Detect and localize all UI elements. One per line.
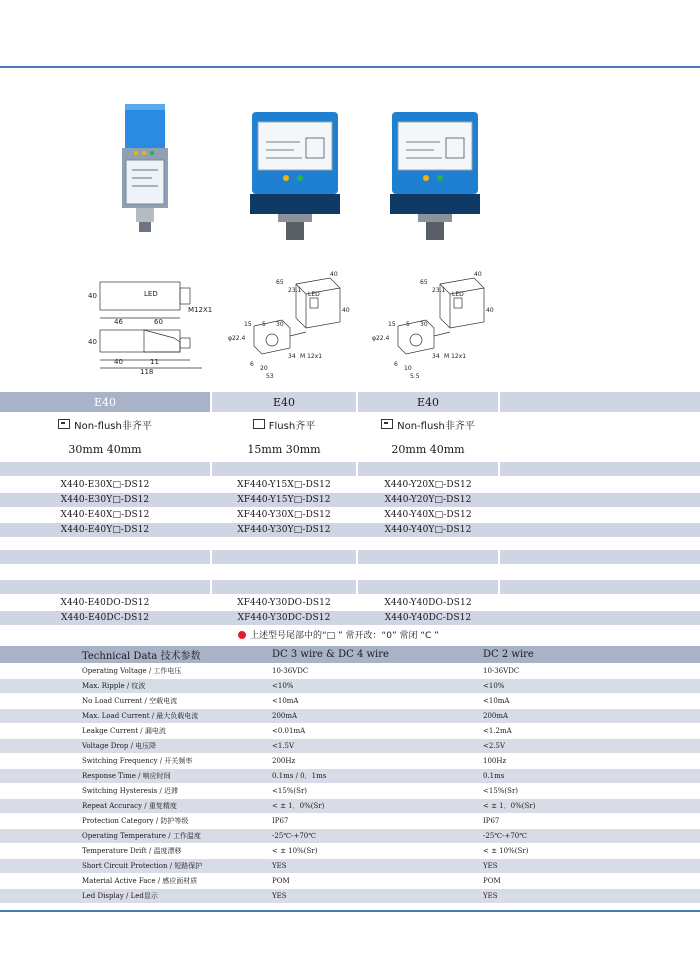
dim-a-h40-bot: 40: [88, 338, 97, 346]
model-cell: XF440-Y30Y□-DS12: [237, 525, 331, 535]
tech-val-b: POM: [483, 877, 501, 885]
non-flush-icon: [381, 419, 393, 429]
distance-col2: 15mm 30mm: [247, 442, 321, 456]
dim-a-h40-top: 40: [88, 292, 97, 300]
tech-val-a: 200Hz: [272, 757, 296, 765]
model-cell: XF440-Y30DC-DS12: [237, 613, 331, 623]
tech-col-b: DC 2 wire: [483, 649, 534, 660]
model-cell: X440-Y40X□-DS12: [384, 510, 472, 520]
tech-val-a: POM: [272, 877, 290, 885]
blank-row: [0, 462, 700, 476]
distance-col3: 20mm 40mm: [391, 442, 465, 456]
tech-col-a: DC 3 wire & DC 4 wire: [272, 649, 389, 660]
tech-row: [0, 859, 700, 873]
mount-col3-label: Non-flush非齐平: [397, 420, 475, 432]
model-code-legend: [238, 628, 439, 641]
tech-val-a: YES: [272, 892, 287, 900]
model-cell: X440-Y20X□-DS12: [384, 480, 472, 490]
tech-key: No Load Current / 空载电流: [82, 697, 178, 705]
tech-val-b: YES: [483, 862, 498, 870]
flush-icon: [253, 419, 265, 429]
tech-key: Repeat Accuracy / 重复精度: [82, 802, 177, 810]
red-dot-icon: [238, 631, 246, 639]
tech-key: Operating Voltage / 工作电压: [82, 667, 182, 675]
model-row: [0, 611, 700, 625]
tech-val-a: <0.01mA: [272, 727, 306, 735]
dim-b-22: φ22.4: [228, 335, 246, 342]
dim-a-m12: M12X1: [188, 306, 213, 314]
bottom-rule: [0, 910, 700, 912]
series-col1: E40: [0, 392, 210, 412]
tech-row: [0, 754, 700, 768]
dim-b-30: 30: [276, 321, 284, 328]
model-row: [0, 493, 700, 507]
model-row: [0, 596, 700, 610]
dim-b-m12: M 12x1: [300, 353, 323, 360]
mount-col1: [0, 414, 210, 434]
tech-row: [0, 874, 700, 888]
blank-row: [0, 580, 700, 594]
dim-b-40a: 40: [330, 271, 338, 278]
tech-val-b: IP67: [483, 817, 500, 825]
tech-row: [0, 889, 700, 903]
mount-col1-label: Non-flush非齐平: [74, 420, 152, 432]
dim-c-23: 23.1: [432, 287, 446, 294]
model-cell: X440-E40Y□-DS12: [60, 525, 150, 535]
tech-title: Technical Data 技术参数: [82, 651, 201, 662]
tech-val-b: 0.1ms: [483, 772, 505, 780]
model-cell: X440-Y40Y□-DS12: [384, 525, 472, 535]
dim-c-65: 65: [420, 279, 428, 286]
model-cell: X440-E40X□-DS12: [60, 510, 150, 520]
tech-row: [0, 709, 700, 723]
tech-row: [0, 679, 700, 693]
legend-text: 上述型号尾部中的“□ ” 常开改：“0” 常闭 “C ”: [250, 631, 439, 641]
model-cell: X440-E40DC-DS12: [60, 613, 150, 623]
dimension-drawing-b: [226, 270, 356, 382]
tech-row: [0, 694, 700, 708]
dim-b-23: 23.1: [288, 287, 302, 294]
tech-key: Operating Temperature / 工作温度: [82, 832, 201, 840]
tech-val-a: < ± 1．0%(Sr): [272, 802, 325, 810]
dim-b-6: 6: [250, 361, 254, 368]
model-cell: X440-E30X□-DS12: [60, 480, 150, 490]
distance-row: [0, 438, 700, 460]
tech-val-a: < ± 10%(Sr): [272, 847, 318, 855]
sensor-photo-c: [390, 112, 480, 242]
mount-row: [0, 414, 700, 434]
dim-a-w46: 46: [114, 318, 123, 326]
dim-c-led: LED: [452, 291, 464, 298]
tech-table-header: [0, 646, 700, 663]
tech-val-a: IP67: [272, 817, 289, 825]
dim-c-34: 34: [432, 353, 440, 360]
dim-a-w11: 11: [150, 358, 159, 366]
model-row: [0, 508, 700, 522]
tech-key: Material Active Face / 感应面材质: [82, 877, 198, 885]
tech-val-a: <10%: [272, 682, 294, 690]
tech-key: Max. Load Current / 最大负载电流: [82, 712, 199, 720]
tech-key: Voltage Drop / 电压降: [82, 742, 157, 750]
tech-key: Temperature Drift / 温度漂移: [82, 847, 182, 855]
series-col2: E40: [212, 392, 356, 412]
tech-key: Short Circuit Protection / 短路保护: [82, 862, 203, 870]
mount-col2: [212, 414, 356, 434]
tech-val-b: 10-36VDC: [483, 667, 520, 675]
dim-b-5: 5: [262, 321, 266, 328]
model-cell: XF440-Y30X□-DS12: [237, 510, 331, 520]
model-cell: X440-E30Y□-DS12: [60, 495, 150, 505]
dim-a-w60: 60: [154, 318, 163, 326]
dim-b-53: 53: [266, 373, 274, 380]
tech-key: Led Display / Led显示: [82, 892, 158, 900]
tech-val-b: -25℃-+70℃: [483, 832, 528, 840]
series-row: [0, 392, 700, 412]
sensor-photo-a: [122, 104, 168, 234]
tech-val-a: <1.5V: [272, 742, 295, 750]
tech-key: Switching Hysteresis / 迟滞: [82, 787, 179, 795]
blank-row: [0, 550, 700, 564]
tech-key: Protection Category / 防护等级: [82, 817, 189, 825]
tech-row: [0, 769, 700, 783]
model-cell: X440-Y40DC-DS12: [384, 613, 472, 623]
tech-val-a: 10-36VDC: [272, 667, 309, 675]
tech-val-b: <15%(Sr): [483, 787, 519, 795]
mount-col3: [358, 414, 498, 434]
dim-c-53: 5.5: [410, 373, 420, 380]
dim-c-22: φ22.4: [372, 335, 390, 342]
dim-c-6: 6: [394, 361, 398, 368]
tech-val-b: < ± 10%(Sr): [483, 847, 529, 855]
dim-b-led: LED: [308, 291, 320, 298]
tech-row: [0, 829, 700, 843]
dim-a-led: LED: [144, 290, 158, 298]
dim-b-40b: 40: [342, 307, 350, 314]
tech-val-a: -25℃-+70℃: [272, 832, 317, 840]
dim-b-15: 15: [244, 321, 252, 328]
tech-key: Max. Ripple / 纹波: [82, 682, 146, 690]
series-col4: [500, 392, 700, 412]
non-flush-icon: [58, 419, 70, 429]
dim-c-10: 10: [404, 365, 412, 372]
tech-row: [0, 724, 700, 738]
tech-val-b: <1.2mA: [483, 727, 512, 735]
tech-val-b: <10mA: [483, 697, 510, 705]
tech-row: [0, 784, 700, 798]
dim-a-w118: 118: [140, 368, 154, 376]
dim-a-w40: 40: [114, 358, 123, 366]
model-cell: X440-E40DO-DS12: [60, 598, 150, 608]
distance-col1: 30mm 40mm: [68, 442, 142, 456]
tech-row: [0, 739, 700, 753]
dim-c-15: 15: [388, 321, 396, 328]
dim-b-20: 20: [260, 365, 268, 372]
tech-val-b: <2.5V: [483, 742, 506, 750]
model-cell: XF440-Y15Y□-DS12: [237, 495, 331, 505]
tech-row: [0, 814, 700, 828]
mount-col2-label: Flush齐平: [268, 420, 316, 432]
dim-b-34: 34: [288, 353, 296, 360]
tech-val-a: <15%(Sr): [272, 787, 308, 795]
model-cell: X440-Y40DO-DS12: [384, 598, 472, 608]
dimension-drawing-a: [84, 272, 224, 376]
tech-row: [0, 664, 700, 678]
dimension-drawing-c: [370, 270, 500, 382]
tech-val-b: 200mA: [483, 712, 509, 720]
sensor-photo-b: [250, 112, 340, 242]
model-cell: X440-Y20Y□-DS12: [384, 495, 472, 505]
series-col3: E40: [358, 392, 498, 412]
tech-val-a: <10mA: [272, 697, 299, 705]
tech-val-b: < ± 1．0%(Sr): [483, 802, 536, 810]
tech-val-b: YES: [483, 892, 498, 900]
tech-key: Switching Frequency / 开关频率: [82, 757, 193, 765]
tech-row: [0, 844, 700, 858]
model-row: [0, 523, 700, 537]
tech-val-a: YES: [272, 862, 287, 870]
tech-val-a: 200mA: [272, 712, 298, 720]
tech-key: Response Time / 响应时间: [82, 772, 171, 780]
tech-val-b: 100Hz: [483, 757, 507, 765]
dim-c-m12: M 12x1: [444, 353, 467, 360]
top-rule: [0, 66, 700, 68]
dim-c-30: 30: [420, 321, 428, 328]
tech-val-a: 0.1ms / 0．1ms: [272, 772, 327, 780]
tech-val-b: <10%: [483, 682, 505, 690]
dim-c-40b: 40: [486, 307, 494, 314]
model-cell: XF440-Y30DO-DS12: [237, 598, 331, 608]
dim-b-65: 65: [276, 279, 284, 286]
model-row: [0, 478, 700, 492]
model-cell: XF440-Y15X□-DS12: [237, 480, 331, 490]
dim-c-5: 5: [406, 321, 410, 328]
tech-key: Leakge Current / 漏电流: [82, 727, 166, 735]
tech-row: [0, 799, 700, 813]
dim-c-40a: 40: [474, 271, 482, 278]
